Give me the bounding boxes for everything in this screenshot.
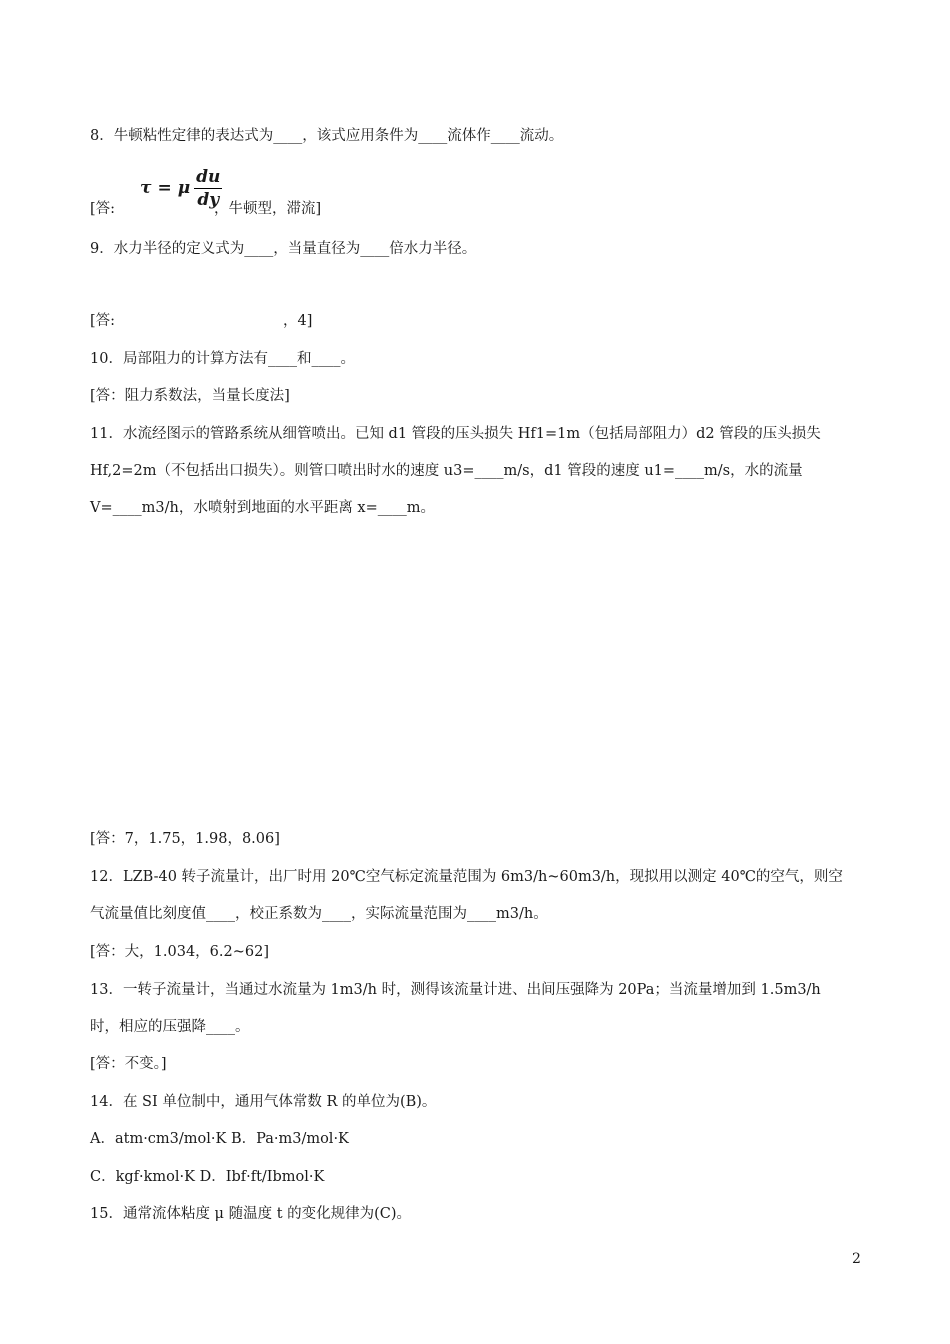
q9-answer-suffix: ，4] xyxy=(283,313,313,329)
formula-mu: μ xyxy=(177,178,191,198)
formula-numerator: du xyxy=(196,166,221,187)
q12-line-1: 12．LZB-40 转子流量计，出厂时用 20℃空气标定流量范围为 6m3/h~60m3/h，现拟用以测定 40℃的空气，则空 xyxy=(90,869,843,885)
q13-answer: [答：不变。] xyxy=(90,1056,167,1072)
formula-denominator: dy xyxy=(197,189,220,210)
q12-answer: [答：大，1.034，6.2~62] xyxy=(90,944,269,960)
q14-options-ab: A．atm·cm3/mol·K B．Pa·m3/mol·K xyxy=(90,1131,349,1147)
q10-question: 10．局部阻力的计算方法有____和____。 xyxy=(90,351,355,367)
q13-line-1: 13．一转子流量计，当通过水流量为 1m3/h 时，测得该流量计进、出间压强降为 20Pa；当流量增加到 1.5m3/h xyxy=(90,982,821,998)
q8-question: 8．牛顿粘性定律的表达式为____，该式应用条件为____流体作____流动。 xyxy=(90,128,564,144)
page-number: 2 xyxy=(852,1251,861,1267)
formula-tau: τ xyxy=(140,178,152,198)
q13-line-2: 时，相应的压强降____。 xyxy=(90,1019,250,1035)
q9-answer-prefix: [答: xyxy=(90,313,116,329)
q11-line-3: V=____m3/h，水喷射到地面的水平距离 x=____m。 xyxy=(90,500,436,516)
newton-viscosity-formula xyxy=(140,160,222,216)
q11-line-1: 11．水流经图示的管路系统从细管喷出。已知 d1 管段的压头损失 Hf1=1m（包括局部阻力）d2 管段的压头损失 xyxy=(90,426,821,442)
formula-equals: = xyxy=(157,178,172,198)
q9-question: 9．水力半径的定义式为____，当量直径为____倍水力半径。 xyxy=(90,241,477,257)
q11-answer: [答：7，1.75，1.98，8.06] xyxy=(90,831,280,847)
q14-options-cd: C．kgf·kmol·K D．Ibf·ft/Ibmol·K xyxy=(90,1169,325,1185)
q12-line-2: 气流量值比刻度值____，校正系数为____，实际流量范围为____m3/h。 xyxy=(90,906,548,922)
q15-question: 15．通常流体粘度 μ 随温度 t 的变化规律为(C)。 xyxy=(90,1206,412,1222)
q14-question: 14．在 SI 单位制中，通用气体常数 R 的单位为(B)。 xyxy=(90,1094,437,1110)
q11-line-2: Hf,2=2m（不包括出口损失）。则管口喷出时水的速度 u3=____m/s，d1 管段的速度 u1=____m/s，水的流量 xyxy=(90,463,803,479)
q8-answer-suffix: ，牛顿型，滞流] xyxy=(214,201,322,217)
q8-answer-prefix: [答: xyxy=(90,201,116,217)
q10-answer: [答：阻力系数法，当量长度法] xyxy=(90,388,290,404)
